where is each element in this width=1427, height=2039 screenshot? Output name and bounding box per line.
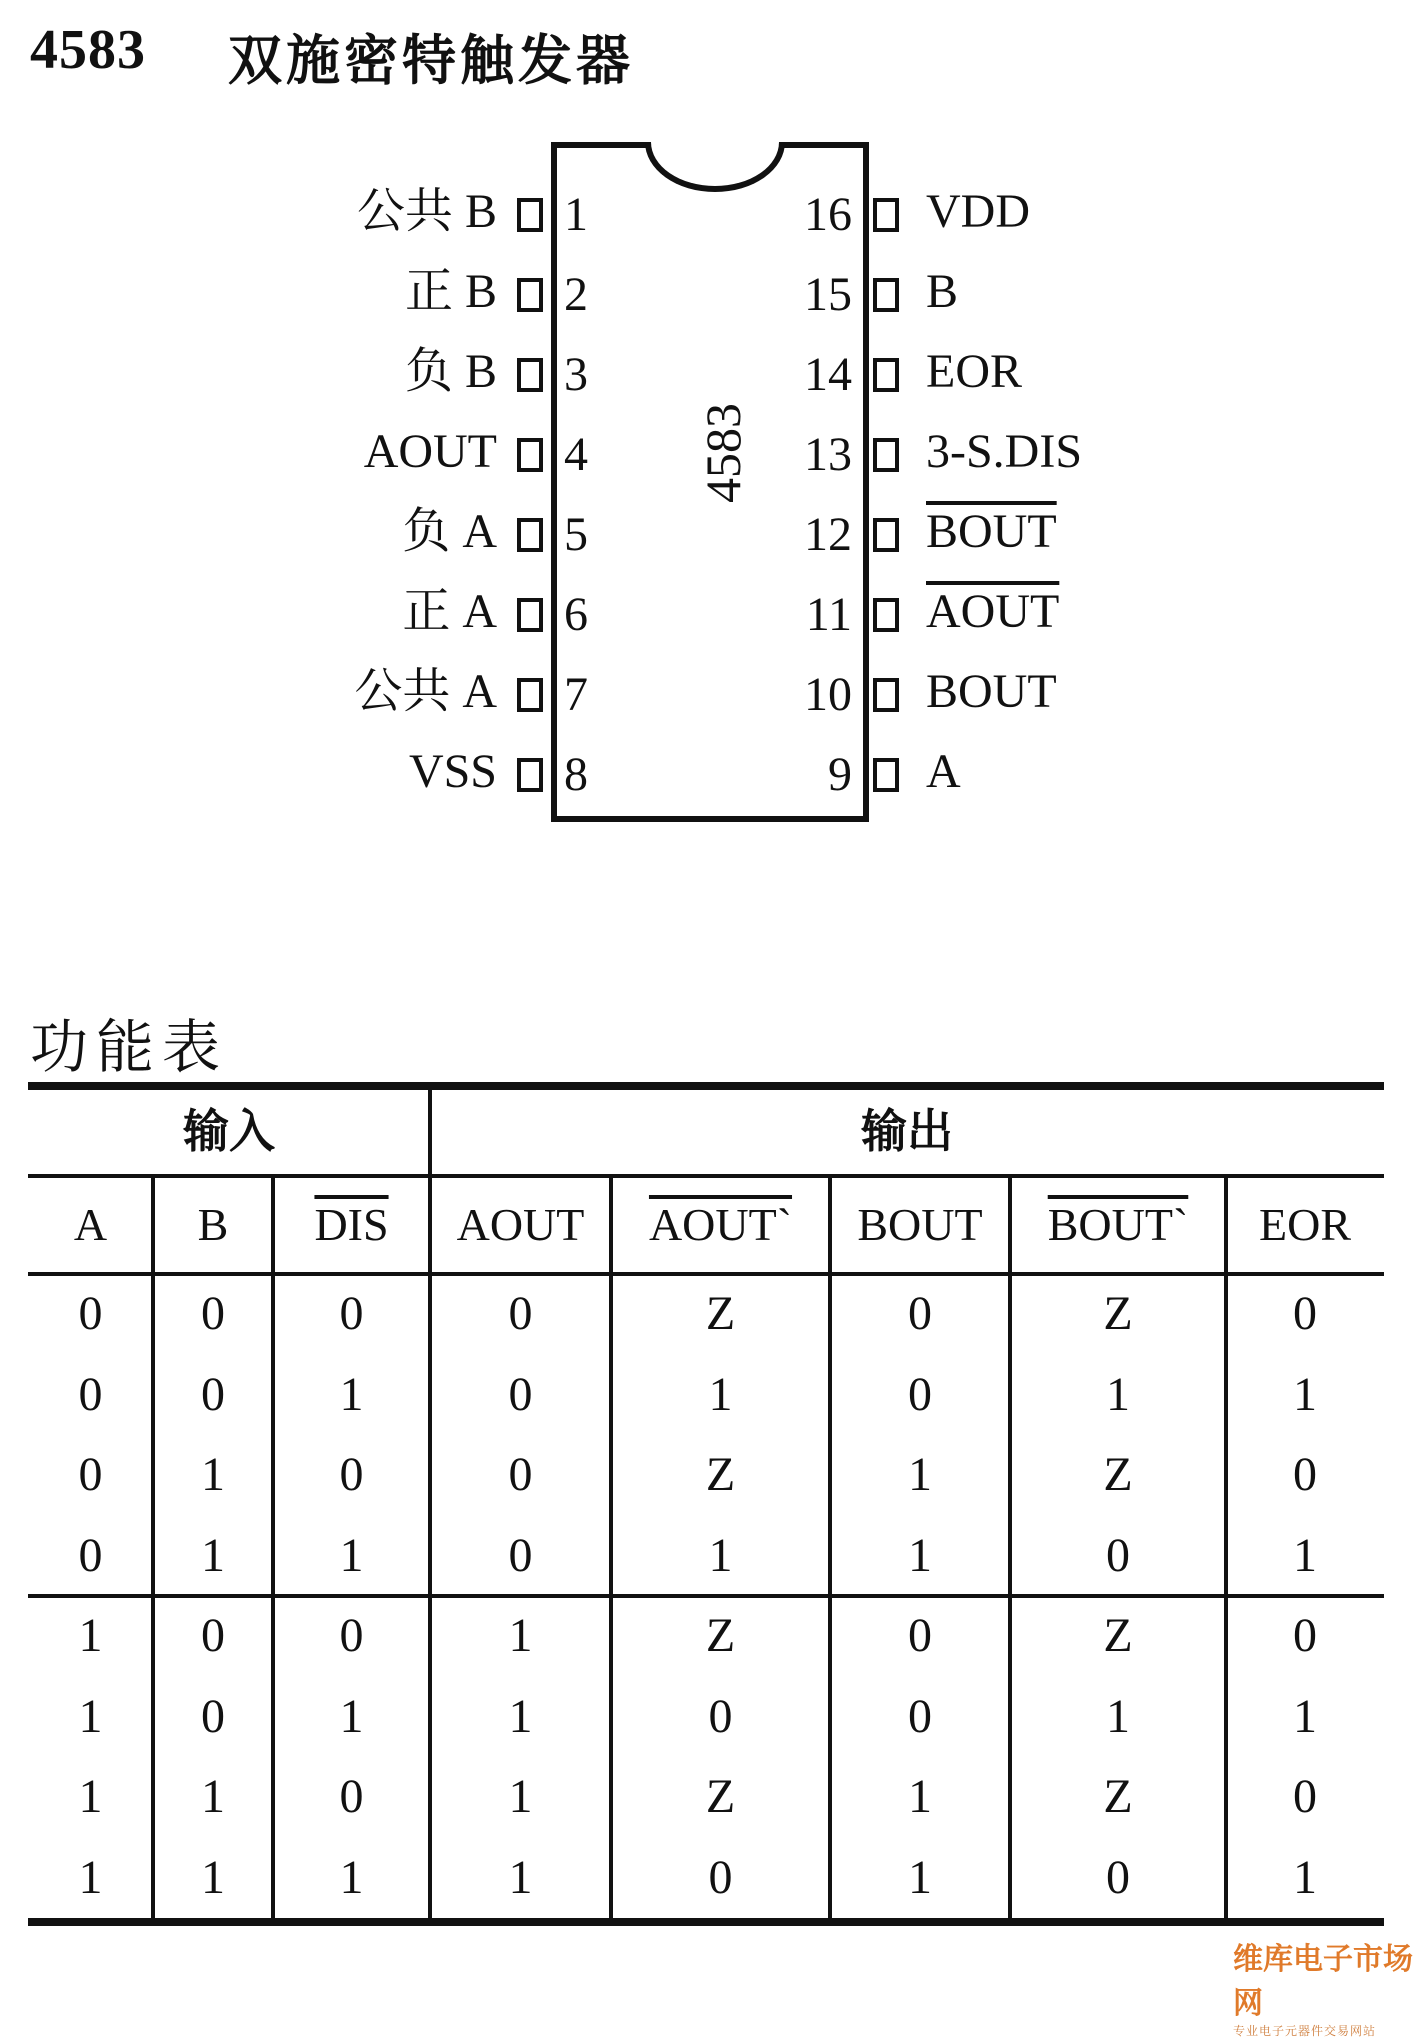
column-header-text: B [197, 1199, 229, 1250]
column-header-text: EOR [1259, 1199, 1351, 1250]
pin-15-pad [873, 278, 899, 312]
table-cell: 1 [78, 1770, 103, 1823]
table-cell: 1 [1293, 1850, 1317, 1904]
pin-4-pad [517, 438, 543, 472]
table-cell: 0 [201, 1367, 225, 1421]
table-cell: 0 [201, 1689, 225, 1743]
table-cell: 0 [339, 1770, 364, 1823]
column-header-text: A [73, 1199, 108, 1250]
pin-11-label: AOUT [926, 585, 1060, 638]
pin-13-label: 3-S.DIS [926, 425, 1083, 478]
table-cell: 1 [508, 1770, 533, 1823]
table-cell: 0 [708, 1850, 733, 1904]
pin-14-label: EOR [926, 345, 1022, 398]
table-cell: 0 [908, 1367, 932, 1421]
table-cell: 1 [201, 1448, 225, 1501]
table-cell: 0 [339, 1609, 364, 1662]
table-cell: 0 [508, 1448, 533, 1501]
ic-part-label: 4583 [695, 403, 751, 503]
pin-12-label: BOUT [926, 505, 1057, 558]
table-cell: 1 [201, 1528, 225, 1582]
pin-8-label: VSS [408, 745, 497, 798]
table-cell: Z [1103, 1609, 1133, 1662]
table-cell: Z [705, 1770, 736, 1823]
table-cell: Z [705, 1448, 736, 1501]
pin-13-number: 13 [804, 428, 852, 481]
table-cell: 1 [78, 1609, 103, 1662]
table-cell: 0 [908, 1689, 932, 1743]
pin-1-label: 公共 B [356, 185, 497, 238]
watermark-sub: 专业电子元器件交易网站 [1233, 2024, 1377, 2038]
table-cell: 1 [908, 1770, 932, 1823]
table-cell: 1 [339, 1850, 364, 1904]
table-cell: 1 [708, 1528, 733, 1582]
table-cell: 1 [78, 1850, 103, 1904]
column-header-8 [1226, 1178, 1384, 1272]
table-cell: 1 [508, 1689, 533, 1743]
header-group-output: 输出 [861, 1104, 953, 1158]
table-cell: 1 [339, 1367, 364, 1421]
table-cell: 0 [508, 1287, 533, 1340]
part-number-title: 4583 [30, 19, 146, 81]
table-cell: 1 [201, 1770, 225, 1823]
column-header-text: BOUT` [1047, 1199, 1189, 1250]
watermark-main: 维库电子市场网 [1233, 1942, 1413, 2021]
pin-2-pad [517, 278, 543, 312]
table-cell: 0 [78, 1287, 103, 1340]
pin-4-number: 4 [564, 428, 588, 481]
table-cell: 0 [201, 1609, 225, 1662]
table-cell: 1 [1293, 1528, 1317, 1582]
pin-2-number: 2 [564, 268, 588, 321]
pin-16-label: VDD [926, 185, 1030, 238]
column-header-6 [830, 1178, 1010, 1272]
pin-3-number: 3 [564, 348, 588, 401]
pin-15-label: B [926, 265, 959, 318]
table-cell: 0 [201, 1287, 225, 1340]
column-header-text: BOUT [857, 1199, 983, 1250]
table-cell: 0 [508, 1367, 533, 1421]
pin-7-number: 7 [564, 668, 588, 721]
pin-9-pad [873, 758, 899, 792]
pin-6-pad [517, 598, 543, 632]
column-header-text: AOUT` [648, 1199, 793, 1250]
table-cell: 0 [508, 1528, 533, 1582]
table-bottom-rule [28, 1918, 1384, 1926]
table-cell: 1 [1106, 1367, 1130, 1421]
pin-12-number: 12 [804, 508, 852, 561]
pin-16-number: 16 [804, 188, 852, 241]
table-cell: 1 [708, 1367, 733, 1421]
table-cell: 1 [339, 1689, 364, 1743]
pin-1-number: 1 [564, 188, 588, 241]
pin-3-label: 负 B [404, 345, 497, 398]
table-cell: 1 [508, 1850, 533, 1904]
pin-2-label: 正 B [404, 265, 497, 318]
table-cell: 1 [908, 1850, 932, 1904]
pin-10-number: 10 [804, 668, 852, 721]
table-cell: 0 [1106, 1528, 1130, 1582]
pin-3-pad [517, 358, 543, 392]
column-header-text: AOUT [456, 1199, 585, 1250]
table-cell: Z [705, 1609, 736, 1662]
pin-10-label: BOUT [926, 665, 1057, 718]
table-cell: 0 [339, 1448, 364, 1501]
column-header-2 [153, 1178, 273, 1272]
table-cell: 1 [1106, 1689, 1130, 1743]
header-group-input: 输入 [183, 1104, 275, 1158]
table-cell: 1 [1293, 1689, 1317, 1743]
column-header-text: $\overline{DIS}$ [314, 1199, 389, 1250]
function-table-title: 功能表 [30, 1013, 229, 1081]
pin-9-label: A [926, 745, 961, 798]
table-cell: 1 [908, 1448, 932, 1501]
table-cell: Z [705, 1287, 736, 1340]
column-header-5 [611, 1178, 830, 1272]
table-cell: 0 [339, 1287, 364, 1340]
pin-13-pad [873, 438, 899, 472]
table-cell: 1 [908, 1528, 932, 1582]
watermark [1233, 1934, 1413, 2038]
table-cell: 0 [1106, 1850, 1130, 1904]
column-header-1 [28, 1178, 153, 1272]
pin-7-pad [517, 678, 543, 712]
table-cell: 0 [908, 1609, 932, 1662]
pin-5-pad [517, 518, 543, 552]
table-cell: 0 [78, 1528, 103, 1582]
table-cell: Z [1103, 1287, 1133, 1340]
pin-11-number: 11 [805, 588, 852, 641]
table-cell: 0 [1293, 1770, 1317, 1823]
pin-12-pad [873, 518, 899, 552]
column-header-3 [273, 1178, 430, 1272]
pin-8-number: 8 [564, 748, 588, 801]
column-header-4 [430, 1178, 611, 1272]
pin-16-pad [873, 198, 899, 232]
table-cell: 0 [908, 1287, 932, 1340]
table-cell: 1 [508, 1609, 533, 1662]
table-cell: 0 [1293, 1448, 1317, 1501]
column-header-7 [1010, 1178, 1226, 1272]
pin-14-pad [873, 358, 899, 392]
table-cell: 0 [1293, 1609, 1317, 1662]
pin-5-label: 负 A [402, 505, 497, 558]
pin-14-number: 14 [804, 348, 852, 401]
pin-9-number: 9 [828, 748, 852, 801]
pin-7-label: 公共 A [354, 665, 497, 718]
table-cell: 1 [339, 1528, 364, 1582]
pin-10-pad [873, 678, 899, 712]
pin-5-number: 5 [564, 508, 588, 561]
pin-8-pad [517, 758, 543, 792]
table-cell: Z [1103, 1770, 1133, 1823]
table-cell: 0 [708, 1689, 733, 1743]
table-cell: 0 [78, 1367, 103, 1421]
pin-4-label: AOUT [363, 425, 497, 478]
table-cell: 0 [78, 1448, 103, 1501]
pin-1-pad [517, 198, 543, 232]
table-cell: 0 [1293, 1287, 1317, 1340]
table-cell: 1 [1293, 1367, 1317, 1421]
pin-6-number: 6 [564, 588, 588, 641]
table-cell: Z [1103, 1448, 1133, 1501]
table-cell: 1 [201, 1850, 225, 1904]
pin-6-label: 正 A [402, 585, 497, 638]
table-cell: 1 [78, 1689, 103, 1743]
pin-11-pad [873, 598, 899, 632]
pin-15-number: 15 [804, 268, 852, 321]
part-name-title: 双施密特触发器 [228, 29, 634, 92]
